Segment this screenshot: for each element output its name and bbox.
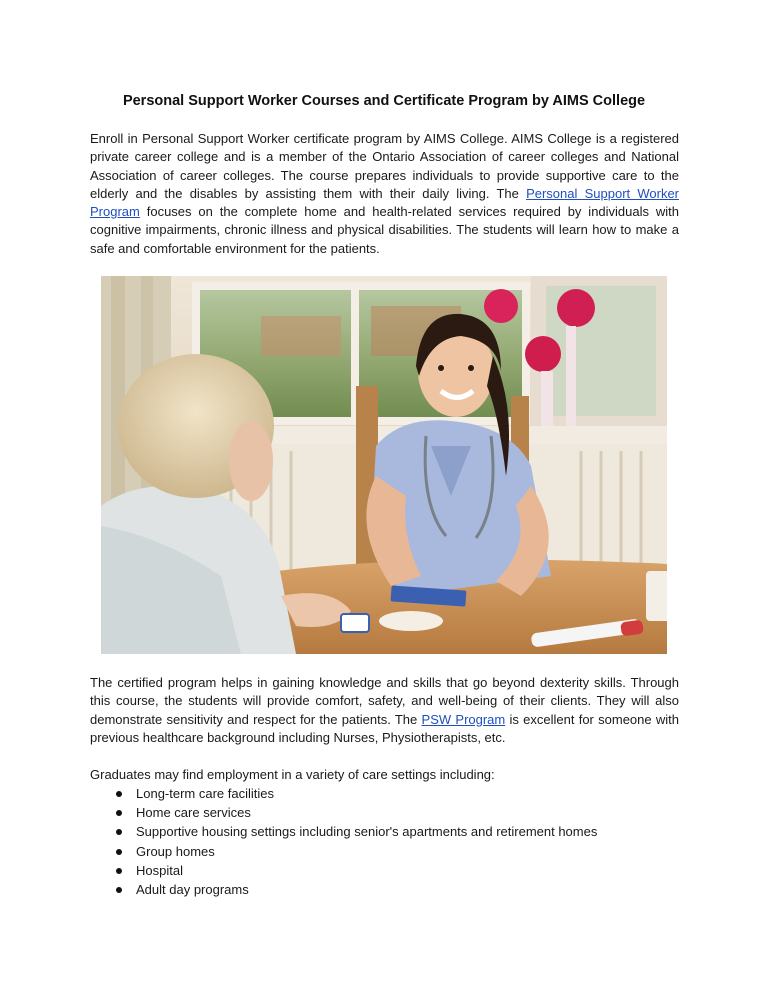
page-title: Personal Support Worker Courses and Certificate Program by AIMS College [122, 93, 646, 109]
graduates-paragraph: Graduates may find employment in a variety of care settings including: [90, 767, 495, 782]
intro-text-end: focuses on the complete home and health-related services required by individuals with cognitive impairments, chronic illness and physical disabilities. The students will learn how to make a safe and comfortable environment for the patients. [90, 204, 679, 256]
program-text-end: is excellent for someone with previous healthcare background including Nurses, Physiotherapists, etc. [90, 711, 679, 745]
intro-paragraph [90, 130, 679, 258]
bullet-icon [116, 810, 122, 816]
intro-text-start: Enroll in Personal Support Worker certificate program by AIMS College. AIMS College is a registered private career college and is a member of the Ontario Association of career colleges and National Association of career colleges. The course prepares individuals to provide supportive care to the elderly and the disables by assisting them with their daily living. The [90, 131, 679, 201]
bullet-icon [116, 829, 122, 835]
list-item: Hospital [112, 861, 597, 880]
program-paragraph [90, 674, 679, 747]
list-item: Group homes [112, 842, 597, 861]
program-text-start: The certified program helps in gaining knowledge and skills that go beyond dexterity skills. Through this course, the students will provide comfort, safety, and well-being of their clients. They will also demonstrate sensitivity and respect for the patients. The [90, 675, 679, 727]
bullet-icon [116, 791, 122, 797]
list-item: Long-term care facilities [112, 784, 597, 803]
bullet-icon [116, 849, 122, 855]
bullet-icon [116, 887, 122, 893]
list-item: Adult day programs [112, 880, 597, 899]
psw-program-link[interactable]: Personal Support Worker Program [90, 185, 679, 220]
list-item: Supportive housing settings including senior's apartments and retirement homes [112, 822, 597, 841]
bullet-icon [116, 868, 122, 874]
psw-short-link[interactable]: PSW Program [421, 711, 506, 727]
caregiver-photo [101, 276, 667, 654]
care-settings-list [112, 784, 597, 899]
list-item: Home care services [112, 803, 597, 822]
